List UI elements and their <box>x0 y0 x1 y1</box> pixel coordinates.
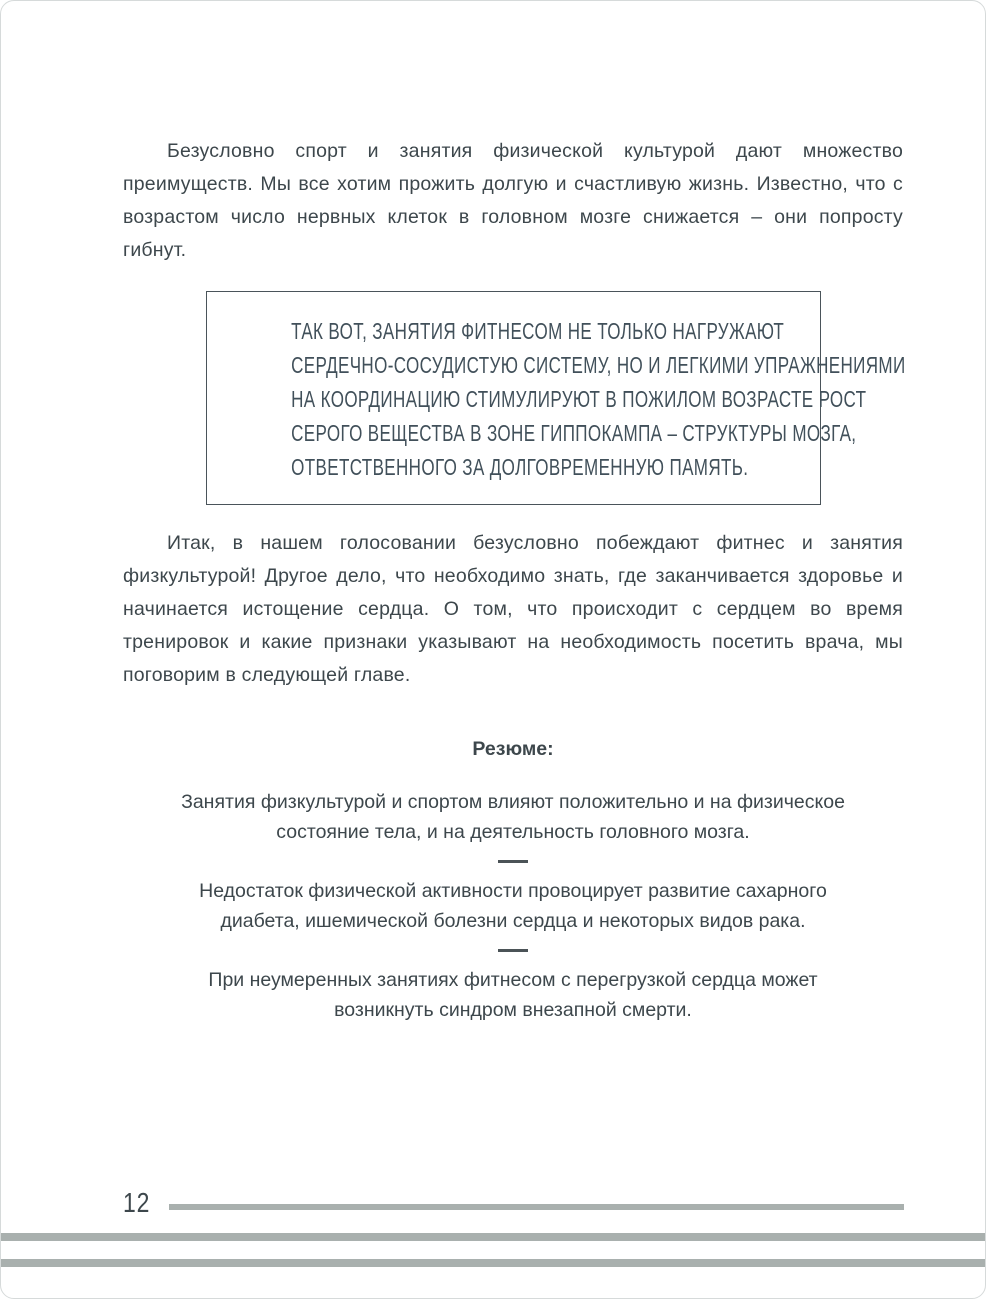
page-number: 12 <box>123 1187 151 1218</box>
body-paragraph-2: Итак, в нашем голосовании безусловно побеждают фитнес и занятия физкультурой! Другое дело, что необходимо знать, где заканчивается здоровье и начинается истощение сердца. О том, что происходит с сердцем во время тренировок и какие признаки указывают на необходимость посетить врача, мы поговорим в следующей главе. <box>123 532 903 686</box>
summary-divider-2 <box>498 949 528 952</box>
body-paragraph-1: Безусловно спорт и занятия физической культурой дают множество преимуществ. Мы все хотим прожить долгую и счастливую жизнь. Известно, что с возрастом число нервных клеток в головном мозге снижается – они попросту гибнут. <box>123 140 903 261</box>
summary-item-1: Занятия физкультурой и спортом влияют положительно и на физическое состояние тела, и на деятельность головного мозга. <box>181 791 845 843</box>
callout-line-4: СЕРОГО ВЕЩЕСТВА В ЗОНЕ ГИППОКАМПА – СТРУКТУРЫ МОЗГА, <box>290 420 856 446</box>
summary-item-3: При неумеренных занятиях фитнесом с перегрузкой сердца может возникнуть синдром внезапной смерти. <box>208 969 818 1021</box>
footer-rule-2 <box>1 1259 985 1267</box>
callout-text <box>290 314 906 484</box>
page-content <box>1 1 985 1025</box>
footer-rule-short <box>169 1204 904 1210</box>
summary-item-2: Недостаток физической активности провоцирует развитие сахарного диабета, ишемической болезни сердца и некоторых видов рака. <box>199 880 827 932</box>
callout-line-3: НА КООРДИНАЦИЮ СТИМУЛИРУЮТ В ПОЖИЛОМ ВОЗРАСТЕ РОСТ <box>290 386 866 412</box>
summary-divider-1 <box>498 860 528 863</box>
callout-line-1: ТАК ВОТ, ЗАНЯТИЯ ФИТНЕСОМ НЕ ТОЛЬКО НАГРУЖАЮТ <box>290 318 784 344</box>
callout-box <box>206 291 906 505</box>
summary-heading: Резюме: <box>472 738 554 760</box>
callout-line-5: ОТВЕТСТВЕННОГО ЗА ДОЛГОВРЕМЕННУЮ ПАМЯТЬ. <box>290 454 748 480</box>
footer-rule-1 <box>1 1233 985 1241</box>
callout-line-2: СЕРДЕЧНО-СОСУДИСТУЮ СИСТЕМУ, НО И ЛЕГКИМИ УПРАЖНЕНИЯМИ <box>290 352 906 378</box>
